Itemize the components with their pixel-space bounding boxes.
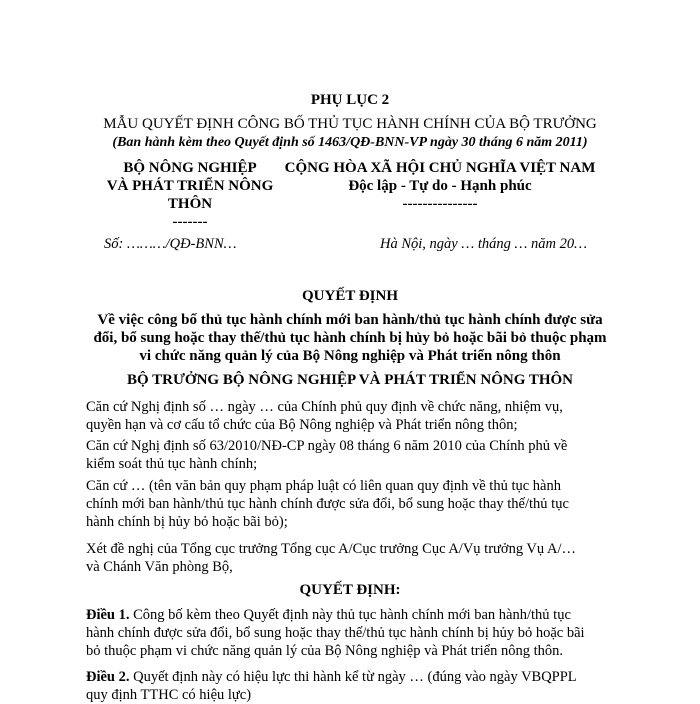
basis-3-line-3: hành chính bị hủy bỏ hoặc bãi bỏ); (86, 514, 288, 530)
ministry-rule: ------- (172, 214, 208, 230)
basis-paragraph-4 (86, 540, 626, 576)
article-2-line-1 (86, 668, 626, 686)
subject-line-3: vi chức năng quản lý của Bộ Nông nghiệp và Phát triển nông thôn (139, 348, 561, 364)
article-1-line-1 (86, 606, 626, 624)
ministry-name (90, 159, 290, 231)
issuing-authority: BỘ TRƯỞNG BỘ NÔNG NGHIỆP VÀ PHÁT TRIỂN NÔNG THÔN (126, 372, 574, 388)
basis-paragraph-1 (86, 398, 626, 434)
basis-paragraph-2 (86, 437, 626, 473)
motto-rule: --------------- (402, 196, 478, 212)
appendix-subtitle: MẪU QUYẾT ĐỊNH CÔNG BỐ THỦ TỤC HÀNH CHÍNH CỦA BỘ TRƯỞNG (103, 116, 597, 132)
place-date: Hà Nội, ngày … tháng … năm 20… (380, 236, 588, 252)
ministry-line-2: VÀ PHÁT TRIỂN NÔNG (106, 178, 274, 194)
decides-title: QUYẾT ĐỊNH: (299, 582, 401, 598)
national-header (270, 159, 610, 213)
national-motto: Độc lập - Tự do - Hạnh phúc (348, 178, 532, 194)
article-1-line-2: hành chính được sửa đổi, bổ sung hoặc thay thế/thủ tục hành chính bị hủy bỏ hoặc bãi (86, 625, 585, 641)
decision-title: QUYẾT ĐỊNH (302, 288, 398, 304)
basis-3-line-1: Căn cứ … (tên văn bản quy phạm pháp luật có liên quan quy định về thủ tục hành (86, 478, 561, 494)
basis-3-line-2: chính mới ban hành/thủ tục hành chính được sửa đổi, bổ sung hoặc thay thế/thủ tục (86, 496, 569, 512)
basis-2-line-1: Căn cứ Nghị định số 63/2010/NĐ-CP ngày 08 tháng 6 năm 2010 của Chính phủ về (86, 438, 568, 454)
basis-1-line-2: quyền hạn và cơ cấu tổ chức của Bộ Nông nghiệp và Phát triển nông thôn; (86, 417, 518, 433)
subject-line-2: đổi, bổ sung hoặc thay thế/thủ tục hành chính bị hủy bỏ hoặc bãi bỏ thuộc phạm (93, 330, 607, 346)
article-1 (86, 606, 626, 660)
article-2 (86, 668, 626, 704)
ministry-line-3: THÔN (167, 196, 213, 212)
article-1-text-1: Công bố kèm theo Quyết định này thủ tục hành chính mới ban hành/thủ tục (129, 607, 571, 623)
basis-2-line-2: kiểm soát thủ tục hành chính; (86, 456, 258, 472)
article-1-line-3: bỏ thuộc phạm vi chức năng quản lý của Bộ Nông nghiệp và Phát triển nông thôn. (86, 643, 564, 659)
basis-4-line-2: và Chánh Văn phòng Bộ, (86, 559, 233, 575)
basis-paragraph-3 (86, 477, 626, 531)
article-1-label: Điều 1. (86, 607, 130, 623)
document-number: Số: ………/QĐ-BNN… (104, 236, 237, 252)
appendix-title: PHỤ LỤC 2 (310, 92, 390, 108)
appendix-note: (Ban hành kèm theo Quyết định số 1463/QĐ-BNN-VP ngày 30 tháng 6 năm 2011) (112, 135, 588, 150)
ministry-line-1: BỘ NÔNG NGHIỆP (123, 160, 257, 176)
article-2-text-1: Quyết định này có hiệu lực thi hành kể từ ngày … (đúng vào ngày VBQPPL (129, 669, 577, 685)
basis-1-line-1: Căn cứ Nghị định số … ngày … của Chính phủ quy định về chức năng, nhiệm vụ, (86, 399, 563, 415)
article-2-label: Điều 2. (86, 669, 130, 685)
country-name: CỘNG HÒA XÃ HỘI CHỦ NGHĨA VIỆT NAM (284, 160, 596, 176)
subject-line-1: Về việc công bố thủ tục hành chính mới ban hành/thủ tục hành chính được sửa (97, 312, 603, 328)
article-2-line-2: quy định TTHC có hiệu lực) (86, 687, 252, 703)
basis-4-line-1: Xét đề nghị của Tổng cục trưởng Tổng cục A/Cục trưởng Cục A/Vụ trưởng Vụ A/… (86, 541, 576, 557)
decision-subject (0, 311, 700, 365)
